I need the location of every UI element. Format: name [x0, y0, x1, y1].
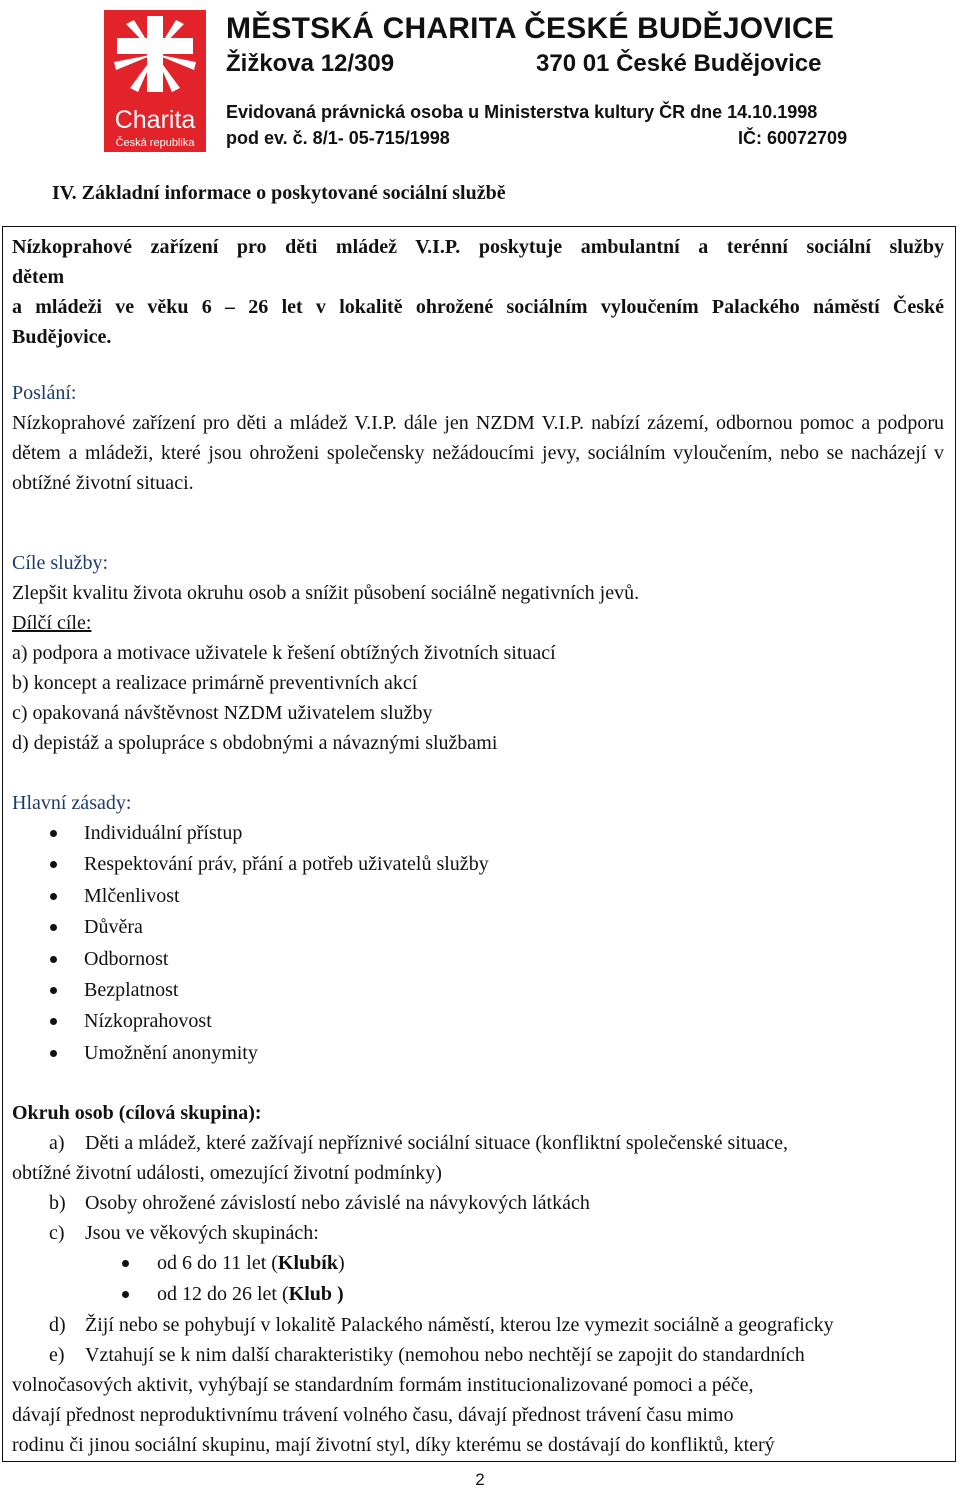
- target-item-e-continuation: dávají přednost neproduktivnímu trávení volného času, dávají přednost trávení času mimo: [12, 1404, 734, 1426]
- target-item-a-continuation: obtížné životní události, omezující životní podmínky): [12, 1162, 442, 1184]
- target-item-e: e) Vztahují se k nim další charakteristiky (nemohou nebo nechtějí se zapojit do standardních: [49, 1344, 805, 1366]
- intro-line-3: a mládeži ve věku 6 – 26 let v lokalitě ohrožené sociálním vyloučením Palackého náměstí České: [12, 296, 944, 318]
- list-item: Nízkoprahovost: [12, 1006, 944, 1037]
- company-id: IČ: 60072709: [738, 128, 848, 148]
- target-item-b: b) Osoby ohrožené závislostí nebo závislé na návykových látkách: [49, 1192, 590, 1214]
- logo-text-sub: Česká republika: [115, 137, 195, 149]
- intro-line-2: dětem: [12, 266, 65, 288]
- registration-info: Evidovaná právnická osoba u Ministerstva kultury ČR dne 14.10.1998: [226, 102, 818, 122]
- charita-logo: [104, 10, 206, 152]
- intro-paragraph: [12, 232, 944, 352]
- registration-number: pod ev. č. 8/1- 05-715/1998: [226, 128, 450, 148]
- letterhead: [0, 0, 960, 160]
- mission-label: Poslání:: [12, 382, 77, 404]
- address-city: 370 01 České Budějovice: [536, 50, 822, 77]
- list-item: Mlčenlivost: [12, 881, 944, 912]
- target-item-a: a) Děti a mládež, které zažívají nepříznivé sociální situace (konfliktní společenské situace,: [49, 1132, 789, 1154]
- subgoal-item: b) koncept a realizace primárně preventivních akcí: [12, 672, 418, 694]
- intro-line-1: Nízkoprahové zařízení pro děti mládež V.I.P. poskytuje ambulantní a terénní sociální služby: [12, 236, 944, 258]
- page-number: 2: [475, 1470, 485, 1489]
- list-item: od 12 do 26 let (Klub ): [12, 1279, 944, 1310]
- subgoals-label: Dílčí cíle:: [12, 612, 92, 634]
- list-item: Respektování práv, přání a potřeb uživatelů služby: [12, 849, 944, 880]
- subgoal-item: d) depistáž a spolupráce s obdobnými a návaznými službami: [12, 732, 498, 754]
- target-item-c: c) Jsou ve věkových skupinách:: [49, 1222, 319, 1244]
- list-item: od 6 do 11 let (Klubík): [12, 1248, 944, 1279]
- list-item: Odbornost: [12, 944, 944, 975]
- principles-label: Hlavní zásady:: [12, 792, 132, 814]
- goals-section: [12, 548, 944, 758]
- logo-text-main: Charita: [114, 106, 196, 134]
- section-title: IV. Základní informace o poskytované sociální službě: [52, 182, 506, 204]
- target-item-d: d) Žijí nebo se pohybují v lokalitě Palackého náměstí, kterou lze vymezit sociálně a geograficky: [49, 1314, 834, 1336]
- list-item: Umožnění anonymity: [12, 1038, 944, 1069]
- list-item: Bezplatnost: [12, 975, 944, 1006]
- organization-name: MĚSTSKÁ CHARITA ČESKÉ BUDĚJOVICE: [226, 12, 835, 45]
- principles-list: [12, 818, 944, 1069]
- mission-text: Nízkoprahové zařízení pro děti a mládež V.I.P. dále jen NZDM V.I.P. nabízí zázemí, odbornou pomoc a podporu dětem a mládeži, které jsou ohroženi společensky nežádoucími jevy, sociálním vyloučením, nebo se nacházejí v obtížné životní situaci.: [12, 412, 944, 494]
- goals-text: Zlepšit kvalitu života okruhu osob a snížit působení sociálně negativních jevů.: [12, 582, 640, 604]
- intro-line-4: Budějovice.: [12, 326, 112, 348]
- target-group-section: [12, 1098, 944, 1460]
- goals-label: Cíle služby:: [12, 552, 109, 574]
- target-item-e-continuation: volnočasových aktivit, vyhýbají se standardním formám institucionalizované pomoci a péče,: [12, 1374, 754, 1396]
- target-group-label: Okruh osob (cílová skupina):: [12, 1102, 262, 1124]
- list-item: Důvěra: [12, 912, 944, 943]
- target-item-e-continuation: rodinu či jinou sociální skupinu, mají životní styl, díky kterému se dostávají do konfliktů, který: [12, 1434, 775, 1456]
- list-item: Individuální přístup: [12, 818, 944, 849]
- principles-section: [12, 788, 944, 1069]
- mission-section: [12, 378, 944, 498]
- age-groups-list: [12, 1248, 944, 1310]
- address-street: Žižkova 12/309: [226, 50, 395, 77]
- subgoal-item: c) opakovaná návštěvnost NZDM uživatelem služby: [12, 702, 433, 724]
- subgoal-item: a) podpora a motivace uživatele k řešení obtížných životních situací: [12, 642, 556, 664]
